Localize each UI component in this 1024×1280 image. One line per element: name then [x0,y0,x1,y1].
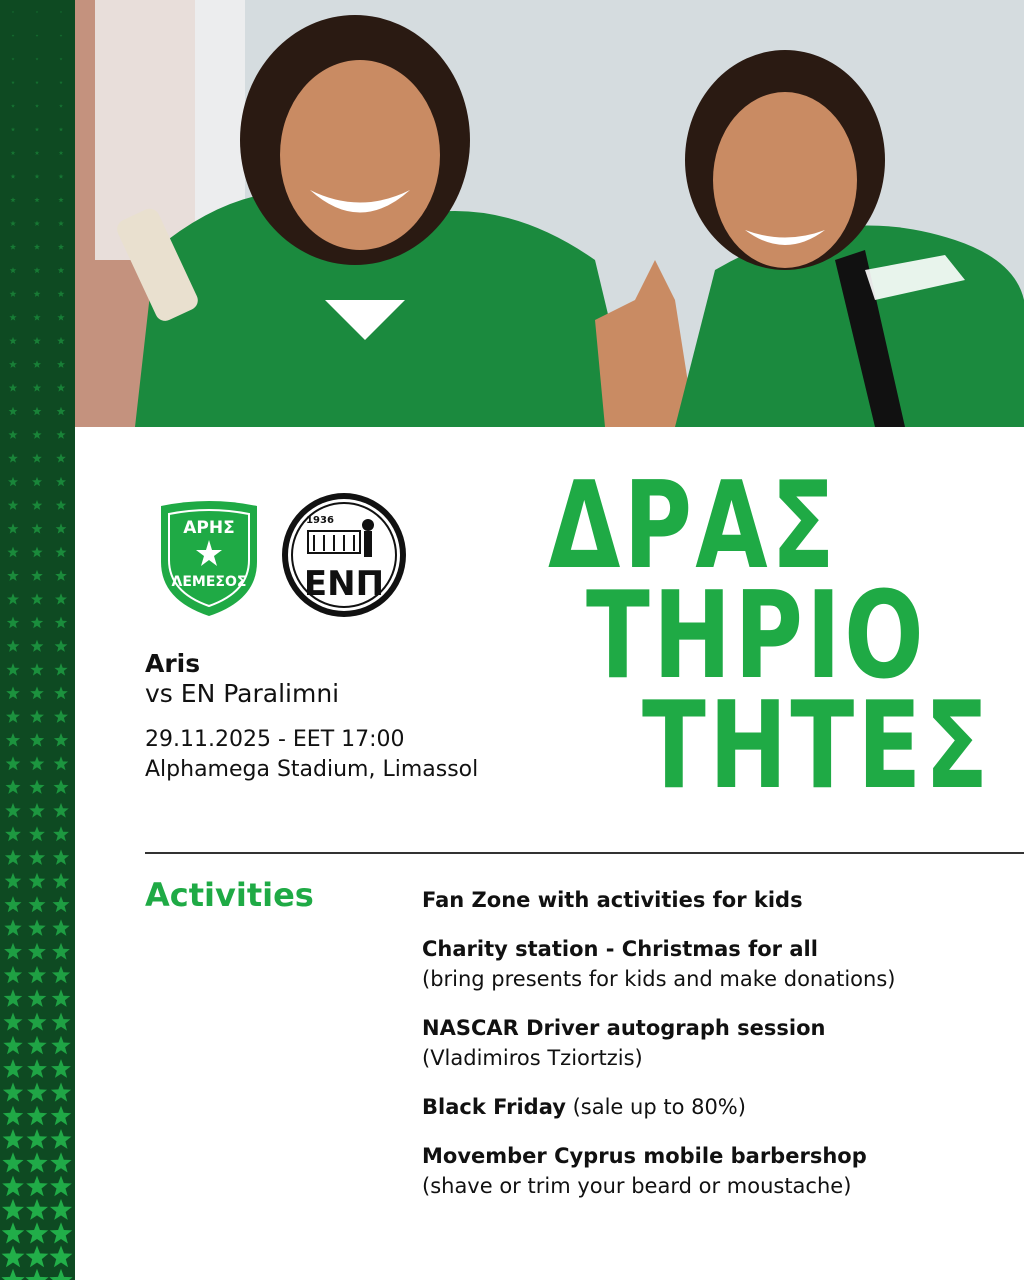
activity-title: Black Friday [422,1095,566,1119]
activities-wordmark [548,457,992,816]
aris-crest-icon [155,500,263,618]
en-paralimni-crest-icon [280,491,408,619]
activities-list [422,885,1012,1220]
activity-item [422,1092,1012,1122]
activity-item [422,885,1012,915]
activity-title: Fan Zone with activities for kids [422,888,803,912]
wordmark-line-1: ΔΡΑΣ [548,457,838,596]
wordmark-line-3: ΤΗΤΕΣ [642,677,992,816]
home-team-name: Aris [145,649,201,678]
match-venue: Alphamega Stadium, Limassol [145,757,479,782]
main-content [75,427,1024,1280]
match-datetime: 29.11.2025 - EET 17:00 [145,727,405,752]
fans-photo-illustration [75,0,1024,427]
activity-item [422,1141,1012,1201]
star-pattern-icon [0,0,75,1280]
enp-crest-text: ENΠ [303,564,385,604]
activities-heading: Activities [145,876,314,914]
activity-inline-detail: (sale up to 80%) [565,1095,746,1119]
enp-crest-year: 1936 [306,515,334,526]
hero-photo [75,0,1024,427]
section-divider [145,852,1024,854]
activity-detail: (bring presents for kids and make donations) [422,967,896,991]
activity-detail: (Vladimiros Tziortzis) [422,1046,643,1070]
activity-title: Movember Cyprus mobile barbershop [422,1144,867,1168]
star-pattern-strip [0,0,75,1280]
activity-item [422,1013,1012,1073]
activity-title: Charity station - Christmas for all [422,937,818,961]
aris-crest-bottom-text: ΛΕΜΕΣΟΣ [171,574,247,590]
opponent-name: vs EN Paralimni [145,679,340,708]
activity-item [422,934,1012,994]
activity-detail: (shave or trim your beard or moustache) [422,1174,852,1198]
activity-title: NASCAR Driver autograph session [422,1016,826,1040]
wordmark-line-2: ΤΗΡΙΟ [586,567,927,706]
aris-crest-top-text: ΑΡΗΣ [183,518,235,538]
